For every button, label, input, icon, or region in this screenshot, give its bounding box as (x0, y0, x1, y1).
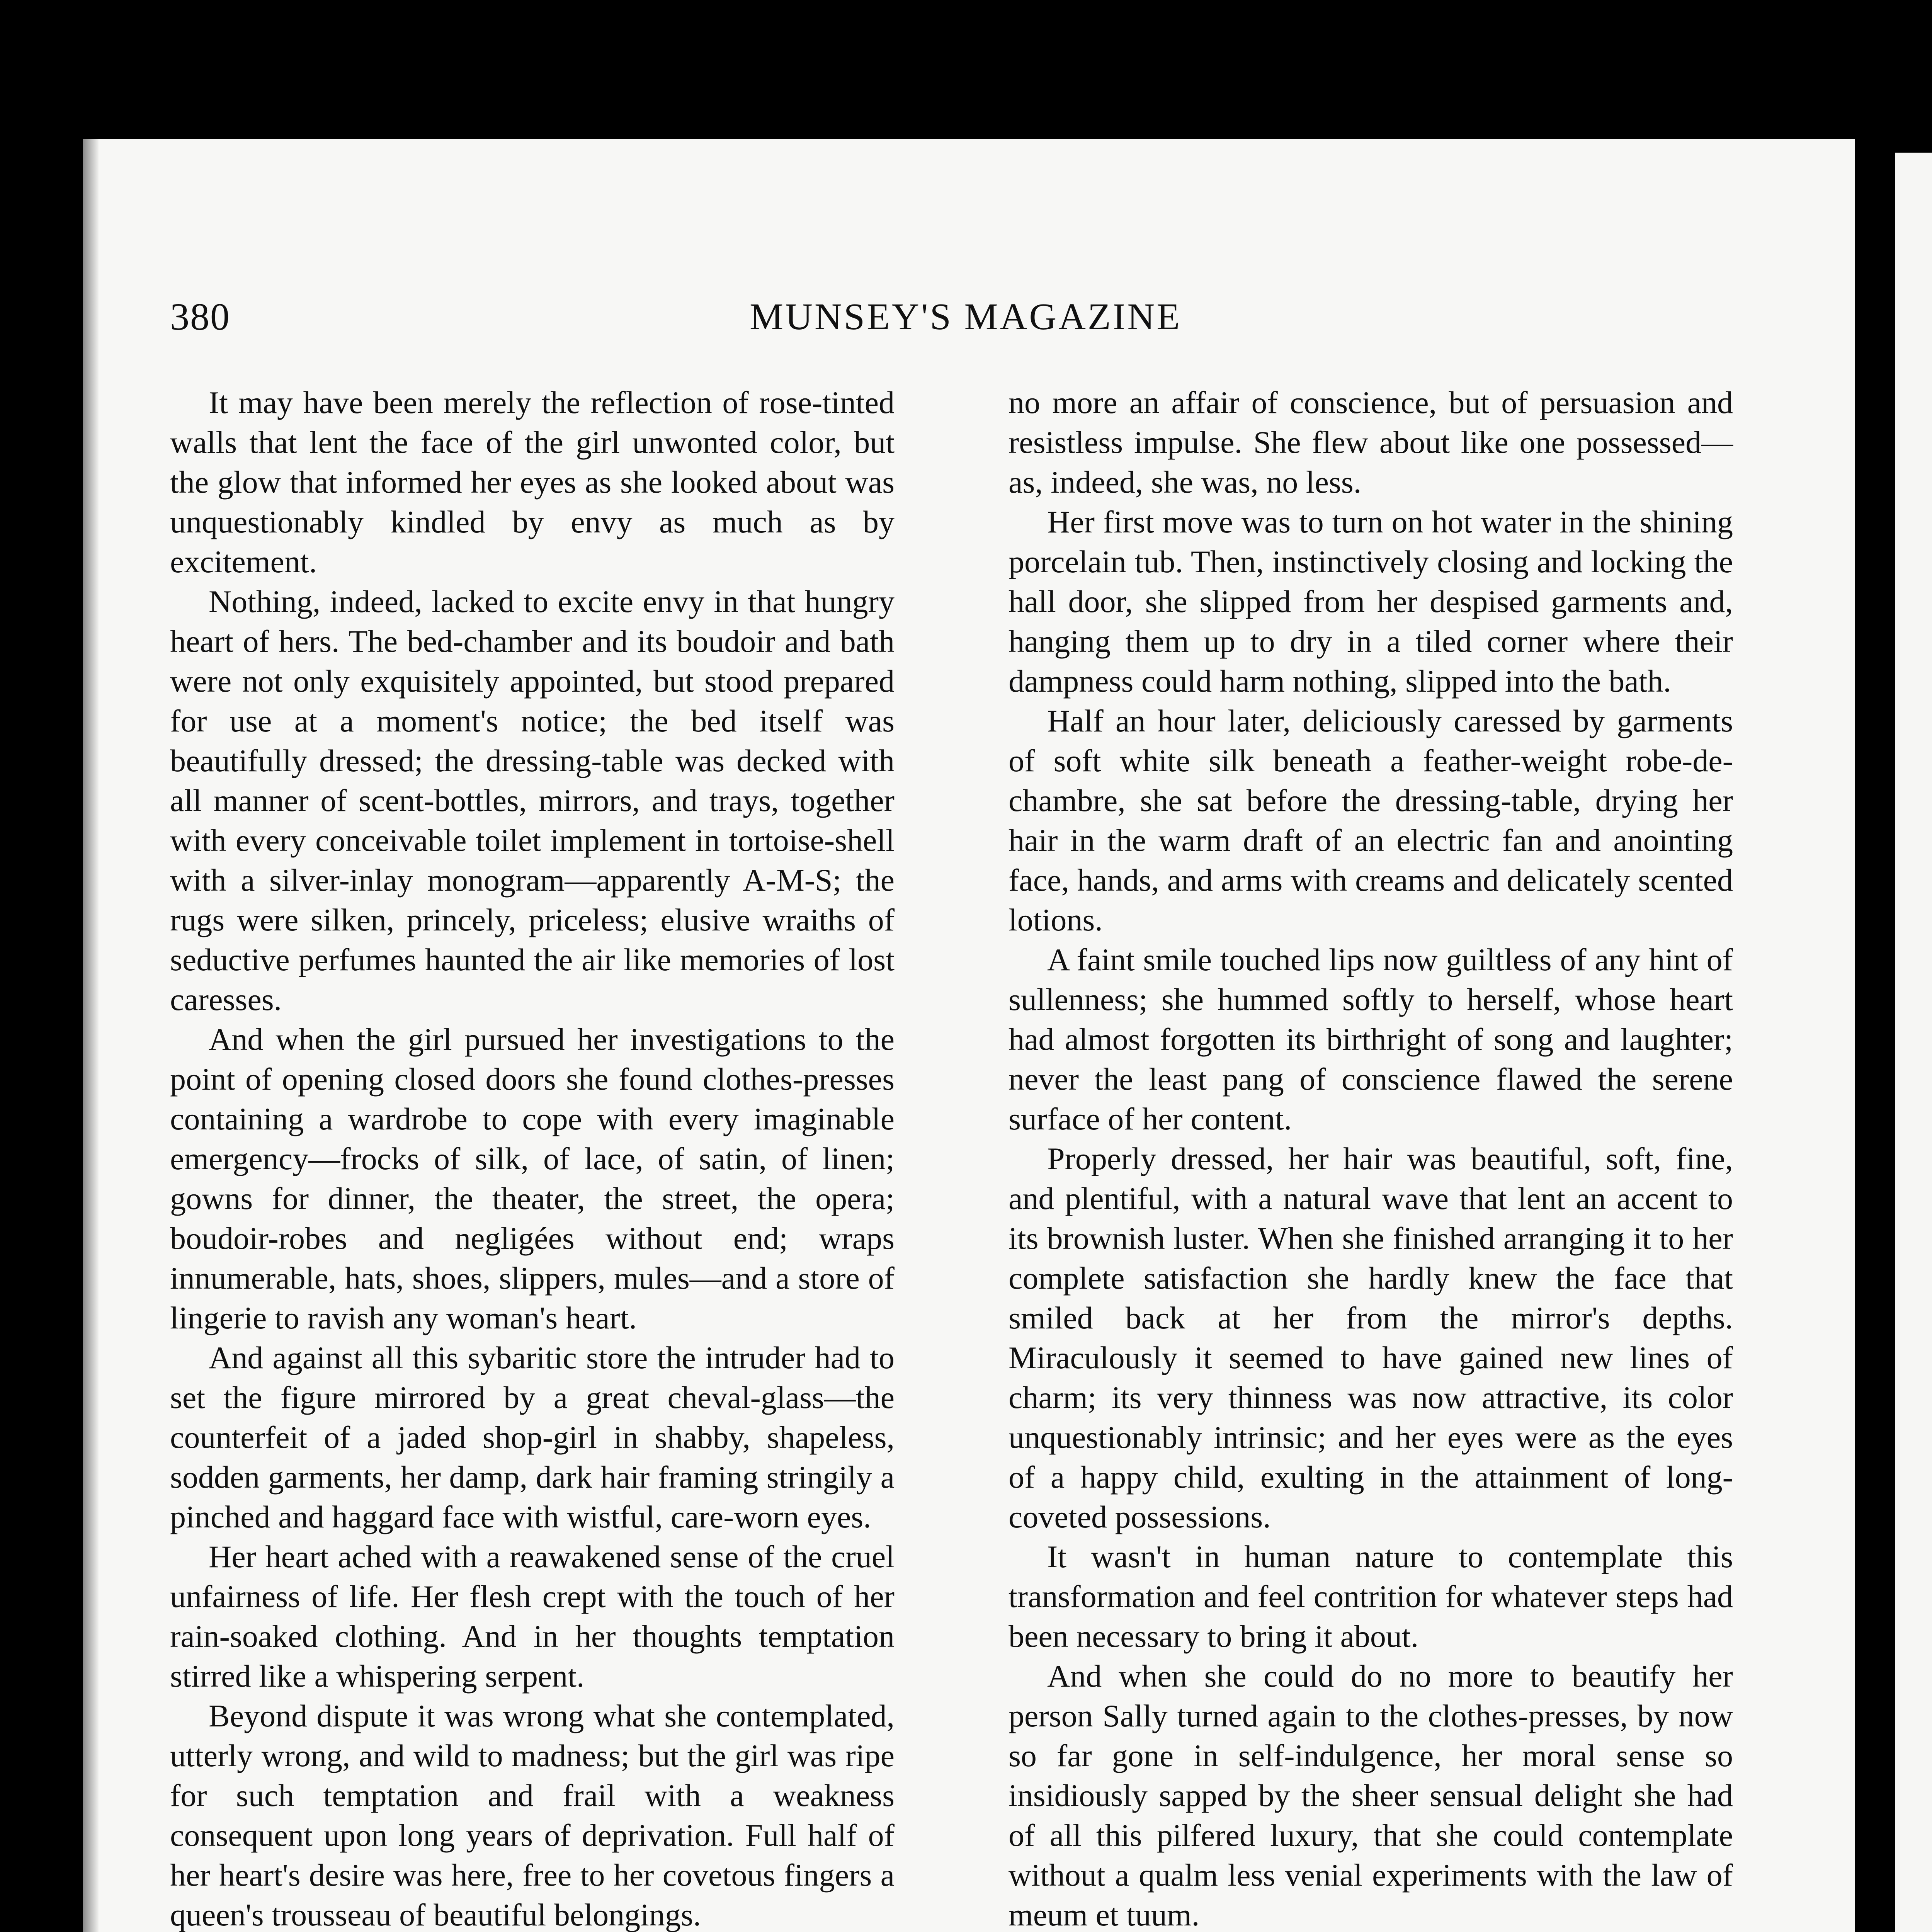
paragraph: And when the girl pursued her investigations to the point of opening closed doors she found clothes-presses containing a wardrobe to cope with every imaginable emergency—frocks of silk, of lace, of satin, of linen; gowns for dinner, the theater, the street, the opera; boudoir-robes and negligées without end; wraps innumerable, hats, shoes, slippers, mules—and a store of lingerie to ravish any woman's heart. (170, 1022, 895, 1335)
page-number: 380 (170, 295, 230, 338)
page-header (170, 290, 1723, 367)
paragraph: Her heart ached with a reawakened sense of the cruel unfairness of life. Her flesh crept with the touch of her rain-soaked clothing. And in her thoughts temptation stirred like a whispering serpent. (170, 1539, 895, 1694)
paragraph-continued: no more an affair of conscience, but of persuasion and resistless impulse. She flew about like one possessed—as, indeed, she was, no less. (1009, 385, 1733, 500)
paragraph: Her first move was to turn on hot water in the shining porcelain tub. Then, instinctively closing and locking the hall door, she slipped from her despised garments and, hanging them up to dry in a tiled corner where their dampness could harm nothing, slipped into the bath. (1009, 504, 1733, 699)
right-column (1009, 383, 1733, 1932)
paragraph: Properly dressed, her hair was beautiful, soft, fine, and plentiful, with a natural wave that lent an accent to its brownish luster. When she finished arranging it to her complete satisfaction she hardly knew the face that smiled back at her from the mirror's depths. Miraculously it seemed to have gained new lines of charm; its very thinness was now attractive, its color unquestionably intrinsic; and her eyes were as the eyes of a happy child, exulting in the attainment of long-coveted possessions. (1009, 1141, 1733, 1534)
paragraph: Half an hour later, deliciously caressed by garments of soft white silk beneath a feather-weight robe-de-chambre, she sat before the dressing-table, drying her hair in the warm draft of an electric fan and anointing face, hands, and arms with creams and delicately scented lotions. (1009, 703, 1733, 937)
left-column (170, 383, 895, 1932)
adjacent-page-edge (1895, 153, 1932, 1932)
running-title: MUNSEY'S MAGAZINE (750, 296, 1182, 338)
paragraph: Nothing, indeed, lacked to excite envy in that hungry heart of hers. The bed-chamber and its boudoir and bath were not only exquisitely appointed, but stood prepared for use at a moment's notice; the bed itself was beautifully dressed; the dressing-table was decked with all manner of scent-bottles, mirrors, and trays, together with every conceivable toilet implement in tortoise-shell with a silver-inlay monogram—apparently A-M-S; the rugs were silken, princely, priceless; elusive wraiths of seductive perfumes haunted the air like memories of lost caresses. (170, 584, 895, 1017)
paragraph: And when she could do no more to beautify her person Sally turned again to the clothes-presses, by now so far gone in self-indulgence, her moral sense so insidiously sapped by the sheer sensual delight she had of all this pilfered luxury, that she could contemplate without a qualm less venial experiments with the law of meum et tuum. (1009, 1658, 1733, 1932)
paragraph: It wasn't in human nature to contemplate this transformation and feel contrition for whatever steps had been necessary to bring it about. (1009, 1539, 1733, 1654)
paragraph: A faint smile touched lips now guiltless of any hint of sullenness; she hummed softly to herself, whose heart had almost forgotten its birthright of song and laughter; never the least pang of conscience flawed the serene surface of her content. (1009, 942, 1733, 1136)
paragraph: Beyond dispute it was wrong what she contemplated, utterly wrong, and wild to madness; but the girl was ripe for such temptation and frail with a weakness consequent upon long years of deprivation. Full half of her heart's desire was here, free to her covetous fingers a queen's trousseau of beautiful belongings. (170, 1698, 895, 1932)
paragraph: It may have been merely the reflection of rose-tinted walls that lent the face of the girl unwonted color, but the glow that informed her eyes as she looked about was unquestionably kindled by envy as much as by excitement. (170, 385, 895, 579)
paragraph: And against all this sybaritic store the intruder had to set the figure mirrored by a great cheval-glass—the counterfeit of a jaded shop-girl in shabby, shapeless, sodden garments, her damp, dark hair framing stringily a pinched and haggard face with wistful, care-worn eyes. (170, 1340, 895, 1534)
